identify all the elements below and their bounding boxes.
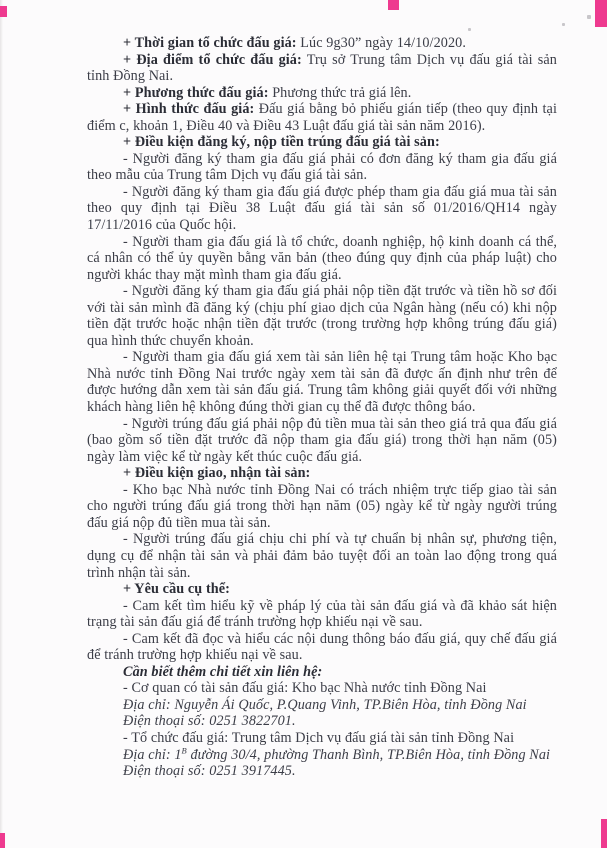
scan-corner-mark-bottom-right: [601, 819, 607, 848]
text-line: [87, 217, 557, 234]
text-line: [87, 548, 557, 565]
text-line: [87, 267, 557, 284]
paragraph-asset-viewing: [87, 349, 557, 415]
text-run: (bao gồm số tiền đặt trước đã nộp tham gia đấu giá) trong thời hạn năm (05): [87, 432, 557, 449]
paragraph-organizer-address: [87, 744, 557, 764]
text-run: - Người đăng ký tham gia đấu giá được phép tham gia đấu giá mua tài sản: [123, 183, 557, 200]
text-line: [87, 234, 557, 251]
text-line: [87, 68, 557, 85]
text-line: [87, 35, 557, 52]
text-run: + Địa điểm tổ chức đấu giá:: [123, 51, 302, 68]
text-line: [87, 565, 557, 582]
text-line: [87, 316, 557, 333]
text-run: đường 30/4, phường Thanh Bình, TP.Biên Hòa, tỉnh Đồng Nai: [186, 746, 551, 763]
text-run: - Người đăng ký tham gia đấu giá phải có đơn đăng ký tham gia đấu giá: [123, 150, 557, 167]
text-line: [87, 333, 557, 350]
text-run: với tài sản mình đã đăng ký (chịu phí giao dịch của Ngân hàng (nếu có) khi nộp: [87, 299, 557, 316]
text-run: Điện thoại số: 0251 3917445.: [123, 763, 296, 780]
text-line: [87, 349, 557, 366]
text-line: [87, 300, 557, 317]
text-run: Địa chỉ: Nguyễn Ái Quốc, P.Quang Vinh, TP.Biên Hòa, tỉnh Đồng Nai: [123, 696, 527, 713]
text-line: [87, 631, 557, 648]
text-line: [87, 680, 557, 697]
text-line: [87, 713, 557, 730]
text-line: [87, 647, 557, 664]
text-line: [87, 465, 557, 482]
paragraph-commitment-read: [87, 631, 557, 664]
text-run: người khác thay mặt mình tham gia đấu giá.: [87, 266, 342, 283]
text-run: + Điều kiện đăng ký, nộp tiền trúng đấu giá tài sản:: [123, 134, 440, 151]
heading-handover-conditions: [87, 465, 557, 482]
text-line: [87, 250, 557, 267]
text-run: tiền đặt trước hoặc nhận tiền đặt trước (trong trường hợp không trúng đấu giá): [87, 316, 557, 333]
text-run: Cần biết thêm chi tiết xin liên hệ:: [123, 663, 323, 680]
text-line: [87, 200, 557, 217]
text-run: - Người đăng ký tham gia đấu giá phải nộp tiền đặt trước và tiền hồ sơ đối: [123, 283, 557, 300]
text-line: [87, 399, 557, 416]
text-run: khách hàng liên hệ không đúng thời gian cụ thể đã được thông báo.: [87, 399, 476, 416]
text-run: Điện thoại số: 0251 3822701.: [123, 713, 296, 730]
paragraph-asset-agency-address: [87, 697, 557, 714]
text-run: Trụ sở Trung tâm Dịch vụ đấu giá tài sản: [301, 51, 557, 68]
text-run: 17/11/2016 của Quốc hội.: [87, 217, 237, 234]
paragraph-handover-treasury: [87, 482, 557, 532]
paragraph-asset-agency: [87, 680, 557, 697]
text-run: Lúc 9g30” ngày 14/10/2020.: [296, 35, 467, 51]
text-run: trình nhận tài sản.: [87, 564, 191, 581]
text-run: Phương thức trả giá lên.: [268, 84, 412, 101]
text-run: tỉnh Đồng Nai.: [87, 68, 174, 85]
text-run: theo mẫu của Trung tâm Dịch vụ đấu giá tài sản.: [87, 167, 368, 184]
text-run: - Kho bạc Nhà nước tỉnh Đồng Nai có trách nhiệm trực tiếp giao tài sản: [123, 481, 557, 498]
scan-corner-mark-top-left: [0, 6, 7, 17]
text-run: Địa chỉ: 1: [123, 746, 182, 763]
scan-corner-mark-top-middle: [388, 0, 399, 10]
paragraph-deposit: [87, 283, 557, 349]
text-run: + Hình thức đấu giá:: [123, 101, 255, 118]
text-line: [87, 432, 557, 449]
text-run: qua hình thức chuyển khoản.: [87, 332, 254, 349]
text-line: [87, 763, 557, 780]
text-run: Đấu giá bằng bỏ phiếu gián tiếp (theo quy định tại: [254, 101, 557, 118]
paragraph-handover-costs: [87, 531, 557, 581]
text-line: [87, 744, 557, 764]
paragraph-payment: [87, 416, 557, 466]
document-body: [87, 35, 557, 780]
text-run: cá nhân có thể ủy quyền bằng văn bản (theo đúng quy định của pháp luật) cho: [87, 250, 557, 267]
text-line: [87, 598, 557, 615]
paragraph-asset-agency-phone: [87, 713, 557, 730]
text-run: - Tổ chức đấu giá: Trung tâm Dịch vụ đấu giá tài sản tỉnh Đồng Nai: [123, 729, 515, 746]
text-run: + Yêu cầu cụ thể:: [123, 581, 230, 598]
text-line: [87, 482, 557, 499]
scan-corner-mark-bottom-left: [0, 833, 5, 848]
paragraph-commitment-legal: [87, 598, 557, 631]
text-run: được hướng dẫn xem tài sản đấu giá. Trung tâm không giải quyết đối với những: [87, 382, 557, 399]
text-run: + Điều kiện giao, nhận tài sản:: [123, 465, 311, 482]
text-run: B: [181, 744, 187, 755]
scan-edge-shading: [0, 0, 3, 848]
scan-corner-mark-top-right: [595, 0, 607, 27]
text-run: - Người trúng đấu giá chịu chi phí và tự chuẩn bị nhân sự, phương tiện,: [123, 531, 557, 548]
text-run: - Người tham gia đấu giá xem tài sản liên hệ tại Trung tâm hoặc Kho bạc: [123, 349, 557, 366]
text-line: [87, 515, 557, 532]
text-line: [87, 85, 557, 102]
text-line: [87, 498, 557, 515]
scan-speck: [587, 15, 591, 19]
text-run: - Cam kết đã đọc và hiểu các nội dung thông báo đấu giá, quy chế đấu giá: [123, 630, 557, 647]
heading-contact: [87, 664, 557, 681]
paragraph-authorization: [87, 234, 557, 284]
text-line: [87, 101, 557, 118]
scan-speck: [468, 28, 471, 31]
text-line: [87, 134, 557, 151]
heading-registration-conditions: [87, 134, 557, 151]
paragraph-organizer-phone: [87, 763, 557, 780]
text-run: ngày làm việc kể từ ngày kết thúc cuộc đấu giá.: [87, 448, 363, 465]
text-line: [87, 118, 557, 135]
heading-specific-requirements: [87, 581, 557, 598]
paragraph-auction-form: [87, 101, 557, 134]
paragraph-auction-organizer: [87, 730, 557, 747]
scan-speck: [562, 23, 565, 26]
text-run: + Thời gian tổ chức đấu giá:: [123, 35, 297, 51]
text-run: - Người tham gia đấu giá là tổ chức, doanh nghiệp, hộ kinh doanh cá thể,: [123, 233, 557, 250]
text-run: - Người trúng đấu giá phải nộp đủ tiền mua tài sản theo giá trả qua đấu giá: [123, 415, 557, 432]
text-run: trạng tài sản đấu giá để tránh trường hợp khiếu nại về sau.: [87, 614, 423, 631]
text-line: [87, 167, 557, 184]
text-line: [87, 531, 557, 548]
text-run: Nhà nước tỉnh Đồng Nai trước ngày xem tài sản đã được ấn định như trên để: [87, 365, 557, 382]
text-line: [87, 283, 557, 300]
text-run: - Cơ quan có tài sản đấu giá: Kho bạc Nhà nước tỉnh Đồng Nai: [123, 680, 487, 697]
text-run: điểm c, khoản 1, Điều 40 và Điều 43 Luật đấu giá tài sản năm 2016).: [87, 117, 486, 134]
paragraph-registration-form: [87, 151, 557, 184]
text-run: theo quy định tại Điều 38 Luật đấu giá tài sản số 01/2016/QH14 ngày: [87, 200, 557, 217]
text-line: [87, 382, 557, 399]
text-line: [87, 184, 557, 201]
text-line: [87, 581, 557, 598]
text-line: [87, 614, 557, 631]
text-line: [87, 697, 557, 714]
text-run: - Cam kết tìm hiểu kỹ về pháp lý của tài sản đấu giá và đã khảo sát hiện: [123, 597, 557, 614]
text-run: cho người trúng đấu giá trong thời hạn năm (05) ngày kể từ ngày người trúng: [87, 498, 557, 515]
text-line: [87, 730, 557, 747]
text-run: dụng cụ để nhận tài sản và phải đảm bảo tuyệt đối an toàn lao động trong quá: [87, 547, 557, 564]
text-run: + Phương thức đấu giá:: [123, 84, 269, 101]
text-line: [87, 151, 557, 168]
paragraph-auction-method: [87, 85, 557, 102]
text-run: đấu giá nộp đủ tiền mua tài sản.: [87, 514, 271, 531]
paragraph-auction-location: [87, 52, 557, 85]
text-run: để tránh trường hợp khiếu nại về sau.: [87, 647, 303, 664]
text-line: [87, 664, 557, 681]
paragraph-auction-time: [87, 35, 557, 52]
paragraph-registration-law: [87, 184, 557, 234]
text-line: [87, 52, 557, 69]
text-line: [87, 416, 557, 433]
text-line: [87, 366, 557, 383]
text-line: [87, 449, 557, 466]
